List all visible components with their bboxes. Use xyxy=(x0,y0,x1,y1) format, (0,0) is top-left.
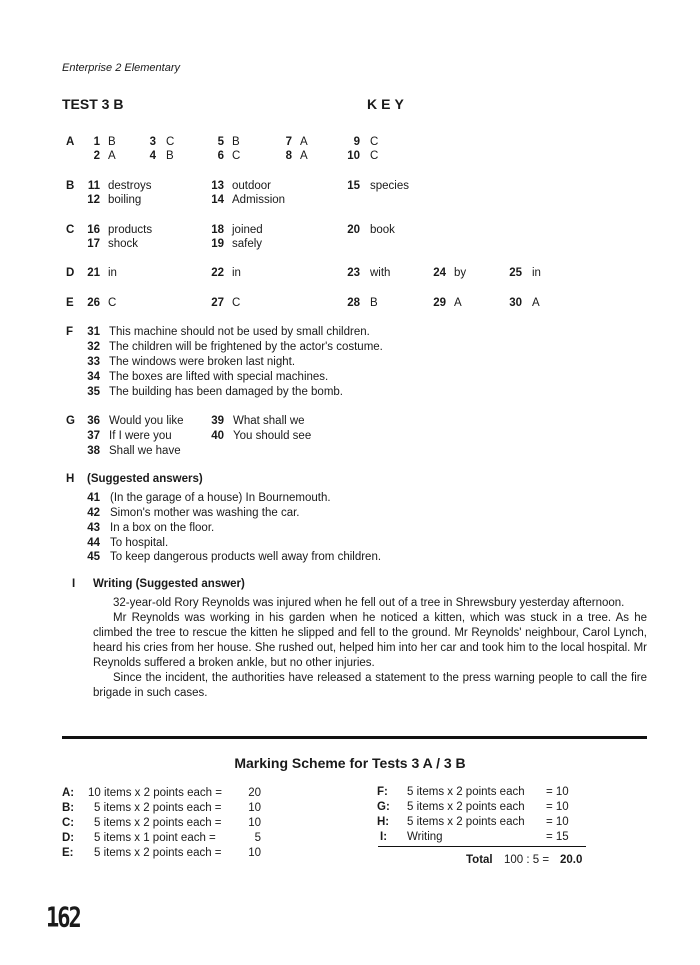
answer: A xyxy=(300,150,308,162)
ms-desc: 5 items x 2 points each = xyxy=(94,817,222,829)
total-label: Total xyxy=(466,854,493,866)
item-number: 13 xyxy=(211,180,224,192)
section-g-label: G xyxy=(66,415,75,427)
answer: What shall we xyxy=(233,415,305,427)
item-number: 25 xyxy=(509,267,522,279)
answer: A xyxy=(532,297,540,309)
item-number: 21 xyxy=(87,267,100,279)
total-calculation: 100 : 5 = xyxy=(504,854,550,866)
answer: products xyxy=(108,224,153,236)
item-number: 24 xyxy=(433,267,446,279)
page-number: 162 xyxy=(46,902,80,935)
item-number: 18 xyxy=(211,224,224,236)
section-e-label: E xyxy=(66,297,74,309)
ms-desc: 5 items x 2 points each = xyxy=(94,847,222,859)
ms-key: B: xyxy=(62,802,75,814)
item-number: 17 xyxy=(87,238,100,250)
writing-paragraph: Since the incident, the authorities have released a statement to the press warning people to call the fire brigade in such cases. xyxy=(93,672,647,699)
section-f-label: F xyxy=(66,326,74,338)
item-number: 28 xyxy=(347,297,360,309)
answer: C xyxy=(370,136,379,148)
ms-desc: 5 items x 2 points each xyxy=(407,786,525,798)
section-a-label: A xyxy=(66,136,75,148)
ms-key: G: xyxy=(377,801,390,813)
answer: with xyxy=(370,267,391,279)
ms-value: 20 xyxy=(248,787,261,799)
answer: safely xyxy=(232,238,263,250)
item-number: 32 xyxy=(87,341,100,353)
answer: C xyxy=(166,136,175,148)
item-number: 20 xyxy=(347,224,360,236)
item-number: 7 xyxy=(285,136,292,148)
ms-desc: 5 items x 2 points each xyxy=(407,816,525,828)
section-i-heading: Writing (Suggested answer) xyxy=(93,578,245,590)
total-value: 20.0 xyxy=(560,854,583,866)
item-number: 23 xyxy=(347,267,360,279)
answer: Simon's mother was washing the car. xyxy=(110,507,300,519)
item-number: 10 xyxy=(347,150,360,162)
key-heading: KEY xyxy=(367,96,408,112)
ms-key: D: xyxy=(62,832,75,844)
ms-desc: 5 items x 2 points each = xyxy=(94,802,222,814)
item-number: 27 xyxy=(211,297,224,309)
total-rule xyxy=(378,846,586,847)
ms-key: E: xyxy=(62,847,74,859)
item-number: 44 xyxy=(87,537,100,549)
item-number: 33 xyxy=(87,356,100,368)
section-divider xyxy=(62,736,647,739)
item-number: 19 xyxy=(211,238,224,250)
item-number: 6 xyxy=(217,150,224,162)
ms-desc: 10 items x 2 points each = xyxy=(88,787,222,799)
answer: book xyxy=(370,224,395,236)
section-h-label: H xyxy=(66,473,75,485)
page-top-margin xyxy=(0,0,700,42)
answer: B xyxy=(166,150,174,162)
section-c-label: C xyxy=(66,224,75,236)
section-i-label: I xyxy=(72,578,76,590)
item-number: 39 xyxy=(211,415,224,427)
writing-answer xyxy=(93,596,647,701)
answer: In a box on the floor. xyxy=(110,522,215,534)
answer: B xyxy=(370,297,378,309)
answer: joined xyxy=(232,224,263,236)
item-number: 45 xyxy=(87,551,100,563)
section-h-heading: (Suggested answers) xyxy=(87,473,203,485)
item-number: 3 xyxy=(149,136,156,148)
answer: Admission xyxy=(232,194,286,206)
answer: boiling xyxy=(108,194,142,206)
item-number: 36 xyxy=(87,415,100,427)
item-number: 15 xyxy=(347,180,360,192)
answer: in xyxy=(532,267,541,279)
item-number: 29 xyxy=(433,297,446,309)
item-number: 16 xyxy=(87,224,100,236)
answer: If I were you xyxy=(109,430,172,442)
answer: species xyxy=(370,180,409,192)
answer: destroys xyxy=(108,180,152,192)
answer: The building has been damaged by the bomb. xyxy=(109,386,343,398)
ms-value: = 10 xyxy=(546,786,569,798)
item-number: 8 xyxy=(285,150,292,162)
answer: B xyxy=(108,136,116,148)
ms-value: = 10 xyxy=(546,816,569,828)
answer: in xyxy=(232,267,241,279)
ms-key: I: xyxy=(380,831,388,843)
item-number: 22 xyxy=(211,267,224,279)
ms-desc: 5 items x 2 points each xyxy=(407,801,525,813)
ms-value: 10 xyxy=(248,802,261,814)
answer: The boxes are lifted with special machines. xyxy=(109,371,329,383)
answer: To hospital. xyxy=(110,537,169,549)
answer: (In the garage of a house) In Bournemouth. xyxy=(110,492,331,504)
ms-key: H: xyxy=(377,816,390,828)
item-number: 30 xyxy=(509,297,522,309)
answer: in xyxy=(108,267,117,279)
answer: Would you like xyxy=(109,415,184,427)
answer: Shall we have xyxy=(109,445,181,457)
item-number: 4 xyxy=(149,150,156,162)
test-title: TEST 3 B xyxy=(62,96,124,112)
answer: B xyxy=(232,136,240,148)
answer: The windows were broken last night. xyxy=(109,356,296,368)
answer: A xyxy=(108,150,116,162)
item-number: 1 xyxy=(93,136,100,148)
item-number: 12 xyxy=(87,194,100,206)
item-number: 26 xyxy=(87,297,100,309)
ms-key: A: xyxy=(62,787,75,799)
answer: C xyxy=(232,297,241,309)
item-number: 41 xyxy=(87,492,100,504)
item-number: 34 xyxy=(87,371,100,383)
answer: by xyxy=(454,267,467,279)
answer: To keep dangerous products well away from children. xyxy=(110,551,382,563)
item-number: 37 xyxy=(87,430,100,442)
answer: outdoor xyxy=(232,180,272,192)
item-number: 11 xyxy=(87,180,100,192)
ms-desc: 5 items x 1 point each = xyxy=(94,832,216,844)
answer: The children will be frightened by the actor's costume. xyxy=(109,341,383,353)
item-number: 14 xyxy=(211,194,224,206)
ms-desc: Writing xyxy=(407,831,443,843)
item-number: 43 xyxy=(87,522,100,534)
answer: A xyxy=(454,297,462,309)
ms-value: = 10 xyxy=(546,801,569,813)
item-number: 40 xyxy=(211,430,224,442)
item-number: 2 xyxy=(93,150,100,162)
marking-scheme-title: Marking Scheme for Tests 3 A / 3 B xyxy=(234,755,466,771)
writing-paragraph: 32-year-old Rory Reynolds was injured when he fell out of a tree in Shrewsbury yesterday afternoon. xyxy=(113,597,625,609)
answer: This machine should not be used by small children. xyxy=(109,326,370,338)
ms-value: 10 xyxy=(248,817,261,829)
item-number: 35 xyxy=(87,386,100,398)
ms-key: F: xyxy=(377,786,388,798)
answer: C xyxy=(108,297,117,309)
ms-value: = 15 xyxy=(546,831,569,843)
answer: C xyxy=(370,150,379,162)
item-number: 31 xyxy=(87,326,100,338)
section-d-label: D xyxy=(66,267,75,279)
answer: C xyxy=(232,150,241,162)
item-number: 9 xyxy=(353,136,360,148)
answer: shock xyxy=(108,238,139,250)
ms-value: 10 xyxy=(248,847,261,859)
answer: A xyxy=(300,136,308,148)
ms-key: C: xyxy=(62,817,75,829)
ms-value: 5 xyxy=(254,832,261,844)
series-title: Enterprise 2 Elementary xyxy=(62,62,180,74)
item-number: 38 xyxy=(87,445,100,457)
item-number: 5 xyxy=(217,136,224,148)
section-b-label: B xyxy=(66,180,75,192)
item-number: 42 xyxy=(87,507,100,519)
answer: You should see xyxy=(233,430,312,442)
writing-paragraph: Mr Reynolds was working in his garden when he noticed a kitten, which was stuck in a tree. As he climbed the tree to rescue the kitten he slipped and fell to the ground. Mr Reynolds' neighbour, Carol Lynch, heard his cries from her house. She rushed out, helped him into her car and took him to the local hospital. Mr Reynolds suffered a broken ankle, but no other injuries. xyxy=(93,612,647,669)
